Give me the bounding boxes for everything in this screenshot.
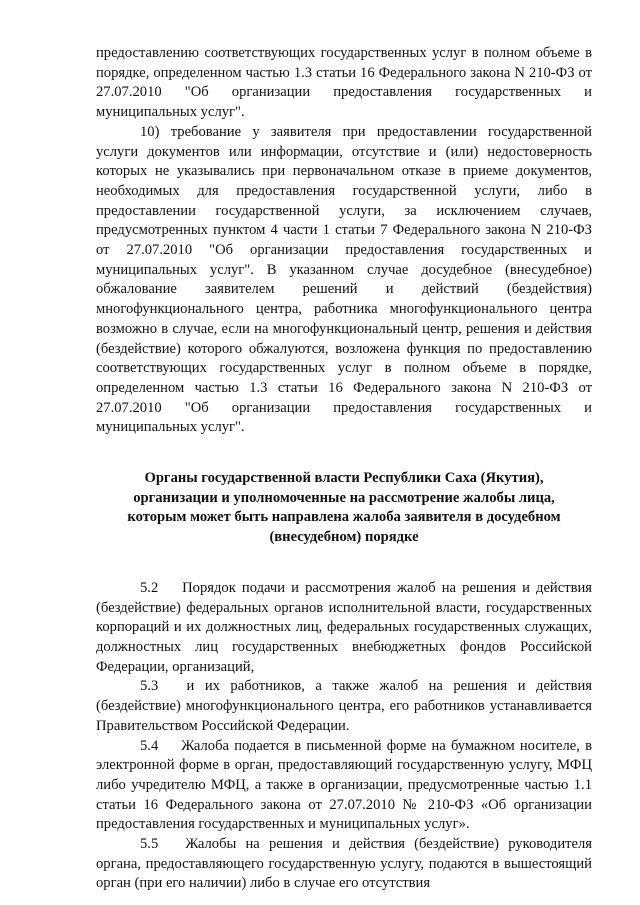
document-page: [96, 44, 592, 894]
paragraph-continuation: предоставлению соответствующих государственных услуг в полном объеме в порядке, определенном частью 1.3 статьи 16 Федерального закона N 210-ФЗ от 27.07.2010 "Об организации предоставления государственных и муниципальных услуг".: [96, 45, 592, 121]
item-number: 5.5: [140, 836, 159, 853]
item-number: 5.2: [140, 579, 159, 596]
paragraph-item-5-3: [96, 677, 592, 736]
paragraph-item-5-2: [96, 579, 592, 678]
paragraph-item-10: 10) требование у заявителя при предоставлении государственной услуги документов или информации, отсутствие и (или) недостоверность которых не указывались при первоначальном отказе в приеме документов, необходимых для предоставления государственной услуги, либо в предоставлении государственной услуги, за исключением случаев, предусмотренных пунктом 4 части 1 статьи 7 Федерального закона N 210-ФЗ от 27.07.2010 "Об организации предоставления государственных и муниципальных услуг". В указанном случае досудебное (внесудебное) обжалование заявителем решений и действий (бездействия) многофункционального центра, работника многофункционального центра возможно в случае, если на многофункциональный центр, решения и действия (бездействие) которого обжалуются, возложена функция по предоставлению соответствующих государственных услуг в полном объеме в порядке, определенном частью 1.3 статьи 16 Федерального закона N 210-ФЗ от 27.07.2010 "Об организации предоставления государственных и муниципальных услуг".: [96, 123, 592, 436]
item-number: 5.3: [140, 678, 159, 695]
paragraph-item-5-4: [96, 737, 592, 836]
item-text: и их работников, а также жалоб на решения и действия (бездействие) многофункционального центра, его работников устанавливается Правительством Российской Федерации.: [96, 678, 592, 734]
item-text: Порядок подачи и рассмотрения жалоб на решения и действия (бездействие) федеральных органов исполнительной власти, государственных корпораций и их должностных лиц, федеральных государственных служащих, должностных лиц государственных внебюджетных фондов Российской Федерации, организаций,: [96, 579, 592, 675]
item-text: Жалобы на решения и действия (бездействие) руководителя органа, предоставляющего государственную услугу, подаются в вышестоящий орган (при его наличии) либо в случае его отсутствия: [96, 836, 592, 892]
paragraph-item-5-5: [96, 835, 592, 894]
item-text: Жалоба подается в письменной форме на бумажном носителе, в электронной форме в орган, предоставляющий государственную услугу, МФЦ либо учредителю МФЦ, а также в организации, предусмотренные частью 1.1 статьи 16 Федерального закона от 27.07.2010 № 210-ФЗ «Об организации предоставления государственных и муниципальных услуг».: [96, 737, 592, 833]
section-heading: Органы государственной власти Республики Саха (Якутия), организации и уполномоченные на рассмотрение жалобы лица, которым может быть направлена жалоба заявителя в досудебном (внесудебном) порядке: [127, 470, 561, 546]
item-number: 5.4: [140, 737, 159, 754]
